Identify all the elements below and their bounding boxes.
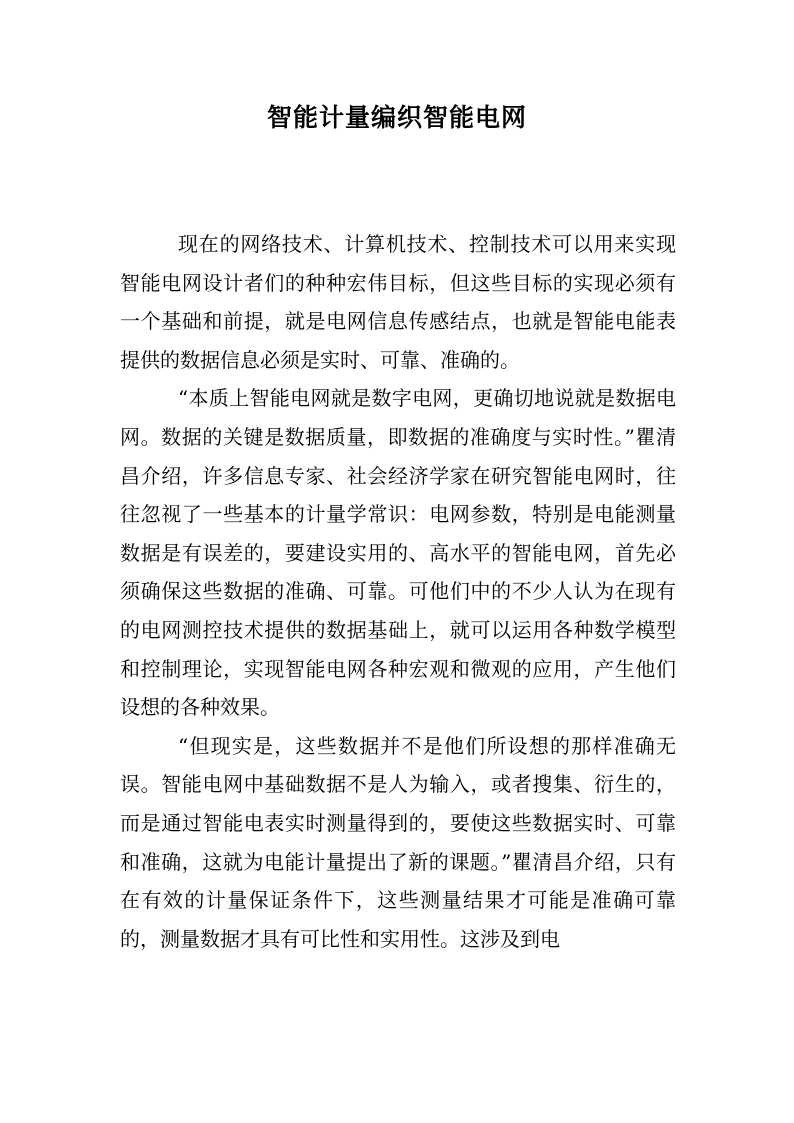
paragraph-3: “但现实是，这些数据并不是他们所设想的那样准确无误。智能电网中基础数据不是人为输入，或者搜集、衍生的，而是通过智能电表实时测量得到的，要使这些数据实时、可靠和准确，这就为电能计量提出了新的课题。”瞿清昌介绍，只有在有效的计量保证条件下，这些测量结果才可能是准确可靠的，测量数据才具有可比性和实用性。这涉及到电 [120, 733, 676, 951]
paragraph-1: 现在的网络技术、计算机技术、控制技术可以用来实现智能电网设计者们的种种宏伟目标，但这些目标的实现必须有一个基础和前提，就是电网信息传感结点，也就是智能电能表提供的数据信息必须是实时、可靠、准确的。 [120, 232, 676, 372]
document-title: 智能计量编织智能电网 [266, 103, 527, 132]
document-body [120, 225, 676, 958]
paragraph-2: “本质上智能电网就是数字电网，更确切地说就是数据电网。数据的关键是数据质量，即数据的准确度与实时性。”瞿清昌介绍，许多信息专家、社会经济学家在研究智能电网时，往往忽视了一些基本的计量学常识：电网参数，特别是电能测量数据是有误差的，要建设实用的、高水平的智能电网，首先必须确保这些数据的准确、可靠。可他们中的不少人认为在现有的电网测控技术提供的数据基础上，就可以运用各种数学模型和控制理论，实现智能电网各种宏观和微观的应用，产生他们设想的各种效果。 [120, 386, 676, 720]
